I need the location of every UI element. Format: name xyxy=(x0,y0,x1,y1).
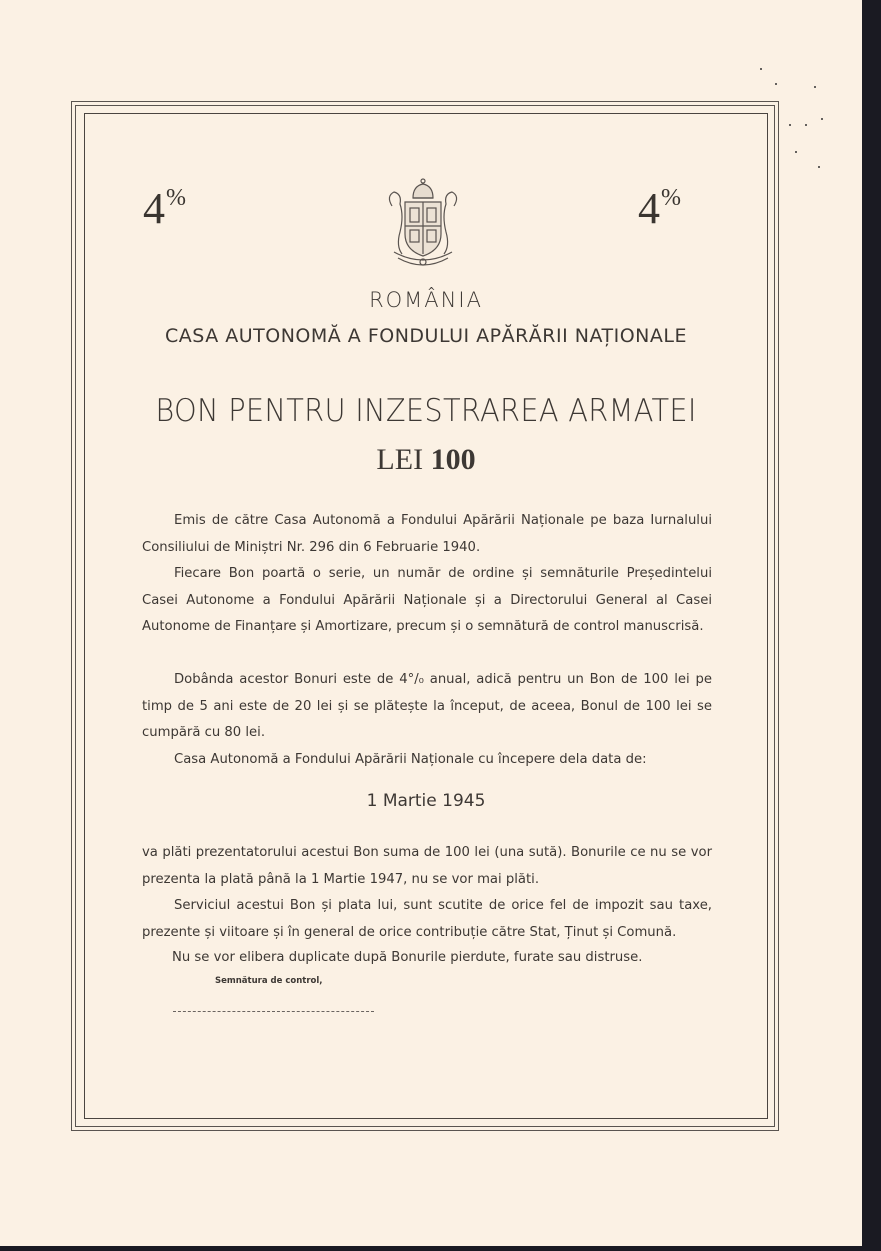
rate-number: 4 xyxy=(143,184,166,233)
interest-rate-left xyxy=(143,183,187,234)
signature-line xyxy=(173,1011,374,1012)
paragraph-text: Emis de către Casa Autonomă a Fondului Apărării Naționale pe baza Iurnalului Consiliului de Miniștri Nr. 296 din 6 Februarie 1940. xyxy=(142,513,712,555)
paragraph-redemption xyxy=(142,840,712,893)
amount-value: 100 xyxy=(430,443,476,476)
paragraph-text: Dobânda acestor Bonuri este de 4°/₀ anual, adică pentru un Bon de 100 lei pe timp de 5 ani este de 20 lei și se plătește la început, de aceea, Bonul de 100 lei se cumpără cu 80 lei. xyxy=(142,672,712,740)
maturity-date: 1 Martie 1945 xyxy=(366,791,486,811)
paragraph-serial xyxy=(142,561,712,641)
paragraph-tax-exemption xyxy=(142,893,712,946)
percent-symbol: % xyxy=(661,185,682,211)
paragraph-text: Serviciul acestui Bon și plata lui, sunt scutite de orice fel de impozit sau taxe, prezente și viitoare și în general de orice contribuție către Stat, Ținut și Comună. xyxy=(142,898,712,940)
paragraph-issuance xyxy=(142,508,712,561)
bond-amount xyxy=(84,443,768,477)
paragraph-text: va plăti prezentatorului acestui Bon suma de 100 lei (una sută). Bonurile ce nu se vor prezenta la plată până la 1 Martie 1947, nu se vor mai plăti. xyxy=(142,845,712,887)
signature-label: Semnătura de control, xyxy=(215,976,323,986)
paragraph-payment-start xyxy=(142,747,712,774)
paragraph-text: Nu se vor elibera duplicate după Bonurile pierdute, furate sau distruse. xyxy=(172,950,643,965)
institution-heading: CASA AUTONOMĂ A FONDULUI APĂRĂRII NAȚIONALE xyxy=(165,325,687,347)
percent-symbol: % xyxy=(166,185,187,211)
paragraph-interest xyxy=(142,667,712,747)
paragraph-text: Fiecare Bon poartă o serie, un număr de ordine și semnăturile Președintelui Casei Autonome a Fondului Apărării Naționale și a Directorului General al Casei Autonome de Finanțare și Amortizare, precum și o semnătură de control manuscrisă. xyxy=(142,566,712,634)
country-heading: ROMÂNIA xyxy=(369,288,483,312)
rate-number: 4 xyxy=(638,184,661,233)
paragraph-text: Casa Autonomă a Fondului Apărării Naționale cu începere dela data de: xyxy=(174,752,647,767)
paragraph-duplicates xyxy=(172,945,692,972)
amount-currency: LEI xyxy=(376,443,424,476)
bond-title: BON PENTRU INZESTRAREA ARMATEI xyxy=(155,393,697,429)
coat-of-arms-icon xyxy=(380,176,466,272)
interest-rate-right xyxy=(638,183,682,234)
